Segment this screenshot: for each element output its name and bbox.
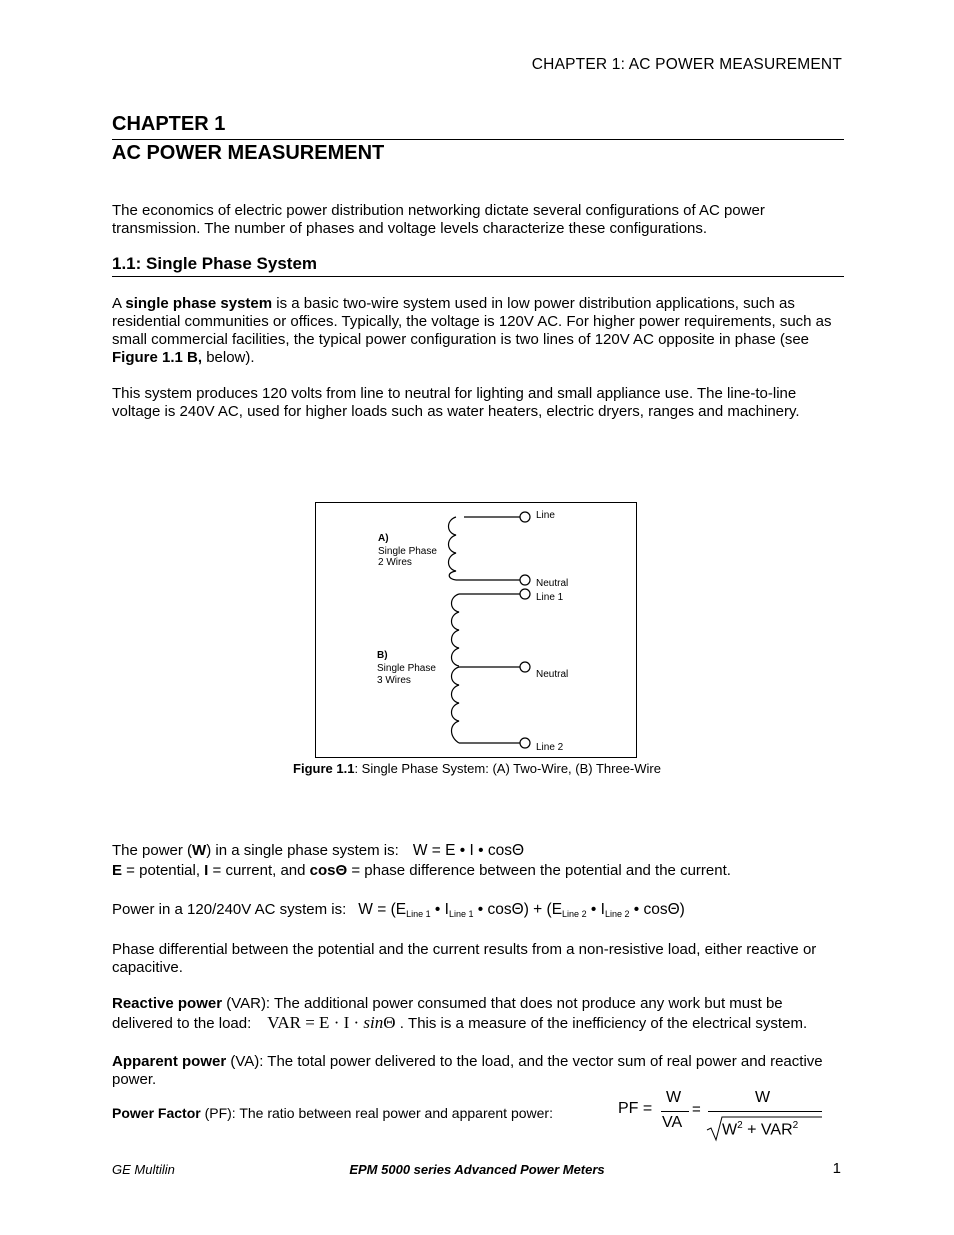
terminal-line-1 — [520, 589, 530, 599]
figure-a-label: A) — [378, 533, 389, 544]
pf-fraction-bar-1 — [661, 1111, 689, 1112]
power-formula: W = E • I • cosΘ — [412, 842, 525, 859]
apparent-power-paragraph: Apparent power (VA): The total power delivered to the load, and the vector sum of real power and reactive power. — [112, 1053, 823, 1088]
figure-caption: Figure 1.1: Single Phase System: (A) Two-Wire, (B) Three-Wire — [293, 761, 661, 776]
figure-reference: Figure 1.1 B, — [112, 349, 203, 366]
figure-a-desc-2: 2 Wires — [378, 557, 412, 568]
variable-definitions: E = potential, I = current, and cosΘ = phase difference between the potential and the current. — [112, 862, 731, 879]
terminal-line — [520, 512, 530, 522]
coil-a — [449, 517, 457, 580]
section-divider — [112, 276, 844, 277]
chapter-label: CHAPTER 1 — [112, 113, 226, 135]
power-factor-statement: Power Factor (PF): The ratio between real power and apparent power: — [112, 1105, 553, 1121]
term-single-phase-system: single phase system — [125, 295, 273, 312]
figure-a-desc-1: Single Phase — [378, 546, 437, 557]
reactive-power-line-1: Reactive power (VAR): The additional power consumed that does not produce any work but must be — [112, 995, 783, 1012]
terminal-neutral-a — [520, 575, 530, 585]
single-phase-paragraph: A single phase system is a basic two-wire system used in low power distribution applications, such as residential communities or offices. Typically, the voltage is 120V AC. For higher power requirements, such as small commercial facilities, the typical power configuration is two lines of 120V AC opposite in phase (see Figure 1.1 B, below). — [112, 295, 832, 366]
pf-num-2: W — [755, 1089, 771, 1106]
pf-fraction-bar-2 — [708, 1111, 822, 1112]
phase-differential-paragraph: Phase differential between the potential and the current results from a non-resistive load, either reactive or capacitive. — [112, 941, 817, 976]
intro-paragraph: The economics of electric power distribution networking dictate several configurations of AC power transmission. The number of phases and voltage levels characterize these configurations. — [112, 202, 765, 237]
chapter-title: AC POWER MEASUREMENT — [112, 142, 385, 164]
chapter-divider — [112, 139, 844, 140]
figure-b-label: B) — [377, 650, 388, 661]
terminal-neutral-b — [520, 662, 530, 672]
voltage-paragraph: This system produces 120 volts from line to neutral for lighting and small appliance use. The line-to-line voltage is 240V AC, used for higher loads such as water heaters, electric dryers, ranges and machinery. — [112, 385, 800, 420]
coil-b-upper — [452, 594, 460, 666]
single-phase-diagram — [316, 503, 638, 759]
footer-company: GE Multilin — [112, 1162, 175, 1177]
pf-den-2: $W^2 + VAR^2$ — [722, 1120, 799, 1139]
pf-lhs: PF = — [618, 1100, 653, 1117]
pf-equals: = — [692, 1101, 701, 1118]
running-header: CHAPTER 1: AC POWER MEASUREMENT — [531, 56, 842, 73]
terminal-label-line-2: Line 2 — [536, 742, 564, 753]
pf-den-1: VA — [662, 1114, 683, 1131]
terminal-label-line: Line — [536, 510, 555, 521]
coil-b-lower — [452, 667, 460, 743]
page-number: 1 — [832, 1160, 841, 1177]
terminal-label-neutral-b: Neutral — [536, 669, 569, 680]
reactive-power-line-2: delivered to the load: VAR = E · I · sinΘ . This is a measure of the inefficiency of the electrical system. — [112, 1013, 808, 1032]
power-statement: The power (W) in a single phase system is: W = E • I • cosΘ — [112, 842, 525, 859]
pf-num-1: W — [666, 1089, 682, 1106]
terminal-line-2 — [520, 738, 530, 748]
section-title: 1.1: Single Phase System — [112, 254, 318, 273]
figure-b-desc-2: 3 Wires — [377, 675, 411, 686]
figure-b-desc-1: Single Phase — [377, 663, 436, 674]
power-240-statement: Power in a 120/240V AC system is: $W = (E_{Line 1}$ • $I_{Line 1}$ • $\cos\Theta) + (E_{Line 2}$ • $I_{Line 2}$ • cosΘ) — [112, 901, 685, 919]
figure-1-1 — [315, 502, 637, 758]
terminal-label-line-1: Line 1 — [536, 592, 564, 603]
power-240-formula: $W = (E_{Line 1}$ • $I_{Line 1}$ • $\cos\Theta) + (E_{Line 2}$ • $I_{Line 2}$ • cosΘ) — [358, 901, 685, 919]
terminal-label-neutral-a: Neutral — [536, 578, 569, 589]
reactive-formula: VAR = E · I · sinΘ — [267, 1013, 396, 1032]
footer-product: EPM 5000 series Advanced Power Meters — [349, 1162, 605, 1177]
